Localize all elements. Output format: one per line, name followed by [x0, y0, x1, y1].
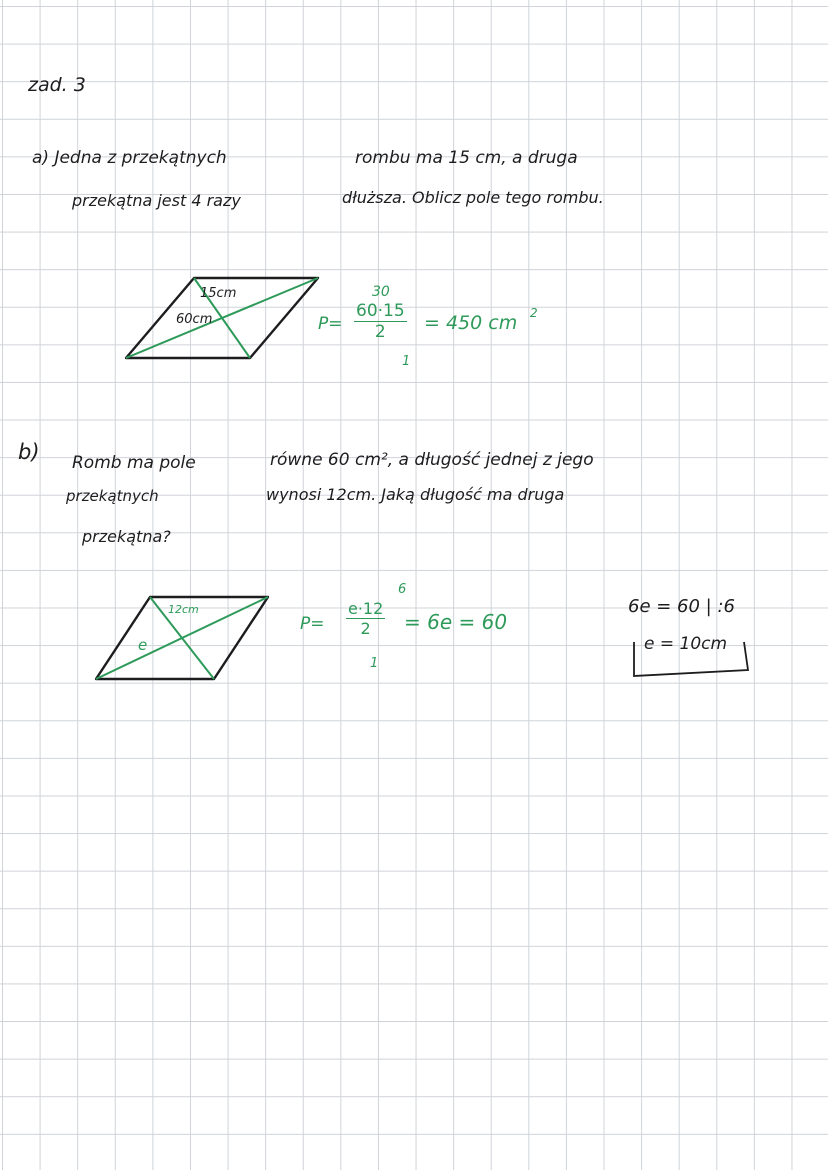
formula-a-result: = 450 cm	[424, 312, 518, 334]
solution-b-line2: e = 10cm	[644, 634, 728, 654]
formula-a-denominator: 2	[374, 321, 386, 342]
formula-b-above: 6	[398, 582, 407, 597]
part-b-label: b)	[18, 440, 40, 464]
part-b-line2-right: wynosi 12cm. Jaką długość ma druga	[266, 485, 565, 504]
formula-b-result: = 6e = 60	[404, 610, 508, 634]
part-b-line1-left: Romb ma pole	[72, 453, 196, 473]
part-a-line1-left: a) Jedna z przekątnych	[32, 148, 227, 168]
formula-a-numerator: 60·15	[356, 301, 405, 321]
formula-a-fraction	[354, 302, 407, 342]
figure-a-label-long: 60cm	[176, 312, 213, 327]
figure-b-label-short: 12cm	[168, 603, 199, 616]
part-b-line1-right: równe 60 cm², a długość jednej z jego	[270, 450, 594, 470]
part-b-line3: przekątna?	[82, 527, 171, 546]
formula-b-below: 1	[370, 656, 379, 671]
task-title: zad. 3	[28, 74, 86, 96]
figure-b-label-long: e	[138, 636, 148, 654]
formula-a-result-exponent: 2	[530, 306, 538, 320]
formula-a-prefix: P=	[318, 314, 343, 334]
formula-a-above: 30	[372, 284, 390, 300]
formula-b-fraction	[346, 600, 385, 638]
formula-b-denominator: 2	[360, 618, 371, 638]
solution-b-line1: 6e = 60 | :6	[628, 596, 735, 617]
part-a-line1-right: rombu ma 15 cm, a druga	[355, 148, 578, 168]
part-a-line2-left: przekątna jest 4 razy	[72, 191, 241, 210]
formula-b-numerator: e·12	[348, 599, 384, 618]
part-b-line2-left: przekątnych	[66, 487, 159, 505]
formula-a-below: 1	[402, 354, 411, 369]
formula-b-prefix: P=	[300, 614, 325, 634]
part-a-line2-right: dłuższa. Oblicz pole tego rombu.	[342, 188, 604, 207]
figure-a-label-short: 15cm	[200, 286, 237, 301]
